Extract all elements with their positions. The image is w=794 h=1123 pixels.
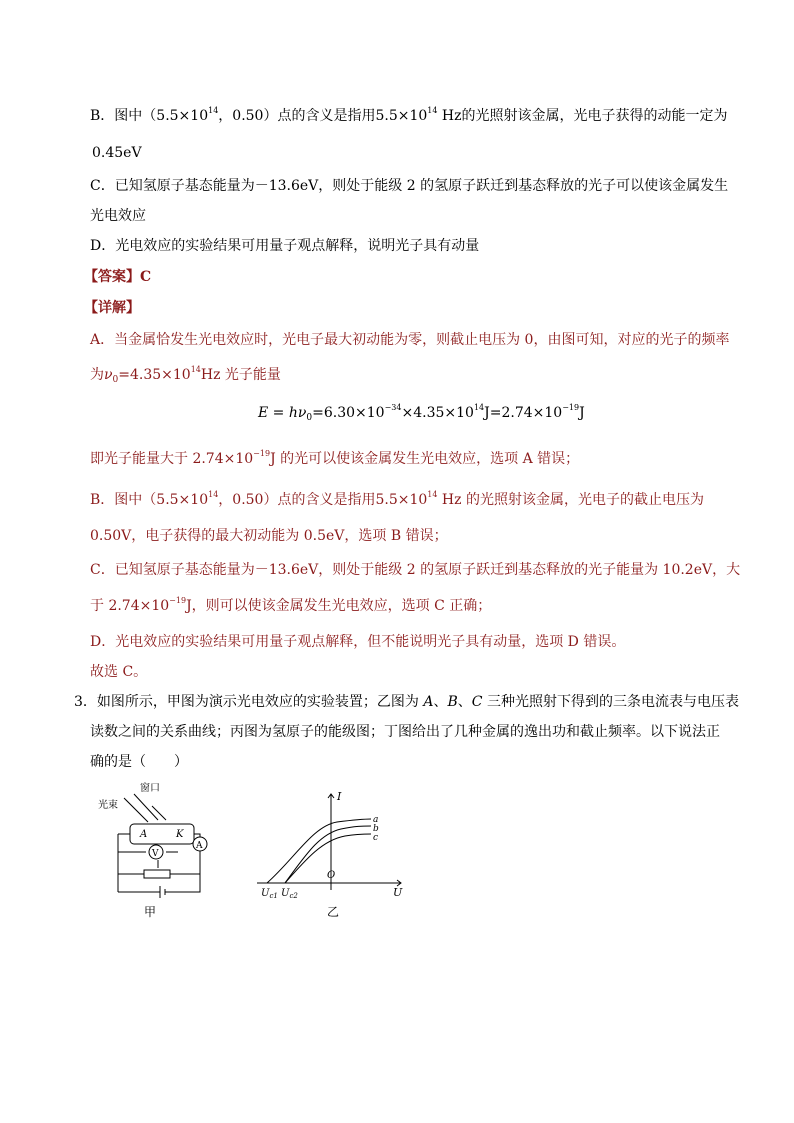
figure-yi-caption: 乙 (327, 905, 340, 919)
detail-d: D．光电效应的实验结果可用量子观点解释，但不能说明光子具有动量，选项 D 错误。 (90, 634, 626, 650)
cathode-label: K (176, 829, 184, 840)
detail-a-line1: A．当金属恰发生光电效应时，光电子最大初动能为零，则截止电压为 0，由图可知，对应的光子的频率 (90, 332, 730, 348)
figure-jia-apparatus (96, 782, 226, 922)
detail-c-line2: 于 $2.74\times 10^{-19}J$，则可以使该金属发生光电效应，选项 C 正确； (90, 596, 492, 614)
option-c-line2: 光电效应 (90, 208, 146, 224)
question-3-line3: 确的是（ ） (90, 754, 188, 770)
detail-a-line2: 为$\nu_0=4.35\times 10^{14}Hz$ 光子能量 (90, 365, 281, 385)
beam-label: 光束 (98, 800, 118, 811)
origin-label: O (327, 870, 336, 881)
voltmeter-label: V (152, 849, 159, 859)
question-number: 3． (74, 694, 97, 710)
detail-b-line1: B．图中（$5.5\times 10^{14}$，0.50）点的含义是指用$5.5\times 10^{14}$ Hz 的光照射该金属，光电子的截止电压为 (90, 490, 704, 508)
curve-a (267, 819, 371, 883)
option-b-line2: 0.45eV (92, 145, 142, 161)
figure-jia-caption: 甲 (144, 905, 157, 919)
ammeter-label: A (196, 841, 203, 851)
answer-value: C (140, 269, 152, 285)
curve-b-label: b (373, 824, 379, 834)
energy-equation: $E = h\nu_0=6.30\times 10^{-34}\times 4.35\times 10^{14}J=2.74\times 10^{-19}J$ (258, 403, 585, 423)
x-axis-label: U (393, 886, 403, 899)
detail-c-line1: C．已知氢原子基态能量为－13.6eV，则处于能级 2 的氢原子跃迁到基态释放的光子能量为 10.2eV，大 (90, 562, 741, 578)
question-3-line1: 3．如图所示，甲图为演示光电效应的实验装置；乙图为 A、B、C 三种光照射下得到的三条电流表与电压表 (74, 694, 739, 710)
window-label: 窗口 (140, 783, 160, 794)
answer-label: 【答案】 (84, 269, 140, 285)
question-3-line2: 读数之间的关系曲线；丙图为氢原子的能级图；丁图给出了几种金属的逸出功和截止频率。以下说法正 (90, 724, 720, 740)
y-axis-label: I (337, 790, 342, 803)
option-b: B．图中（$5.5\times 10^{14}$，0.50）点的含义是指用$5.5\times 10^{14}$ Hz的光照射该金属，光电子获得的动能一定为 (90, 106, 728, 124)
option-d: D．光电效应的实验结果可用量子观点解释，说明光子具有动量 (90, 238, 480, 254)
option-c-line1: C．已知氢原子基态能量为－13.6eV，则处于能级 2 的氢原子跃迁到基态释放的光子可以使该金属发生 (90, 178, 729, 194)
figure-yi-iu-curves (255, 786, 415, 926)
conclusion: 故选 C。 (90, 664, 148, 680)
uc1-label: $U_{c1}$ (261, 888, 278, 900)
curve-c-label: c (373, 833, 379, 843)
curve-a-label: a (373, 815, 379, 825)
answer-line (84, 267, 151, 287)
detail-b-line2: 0.50V，电子获得的最大初动能为 0.5eV，选项 B 错误； (90, 528, 448, 544)
detail-a-conclusion: 即光子能量大于 $2.74\times 10^{-19}J$ 的光可以使该金属发生光电效应，选项 A 错误； (90, 449, 580, 467)
uc2-label: $U_{c2}$ (281, 888, 298, 900)
anode-label: A (140, 829, 148, 840)
detail-label: 【详解】 (84, 300, 140, 316)
